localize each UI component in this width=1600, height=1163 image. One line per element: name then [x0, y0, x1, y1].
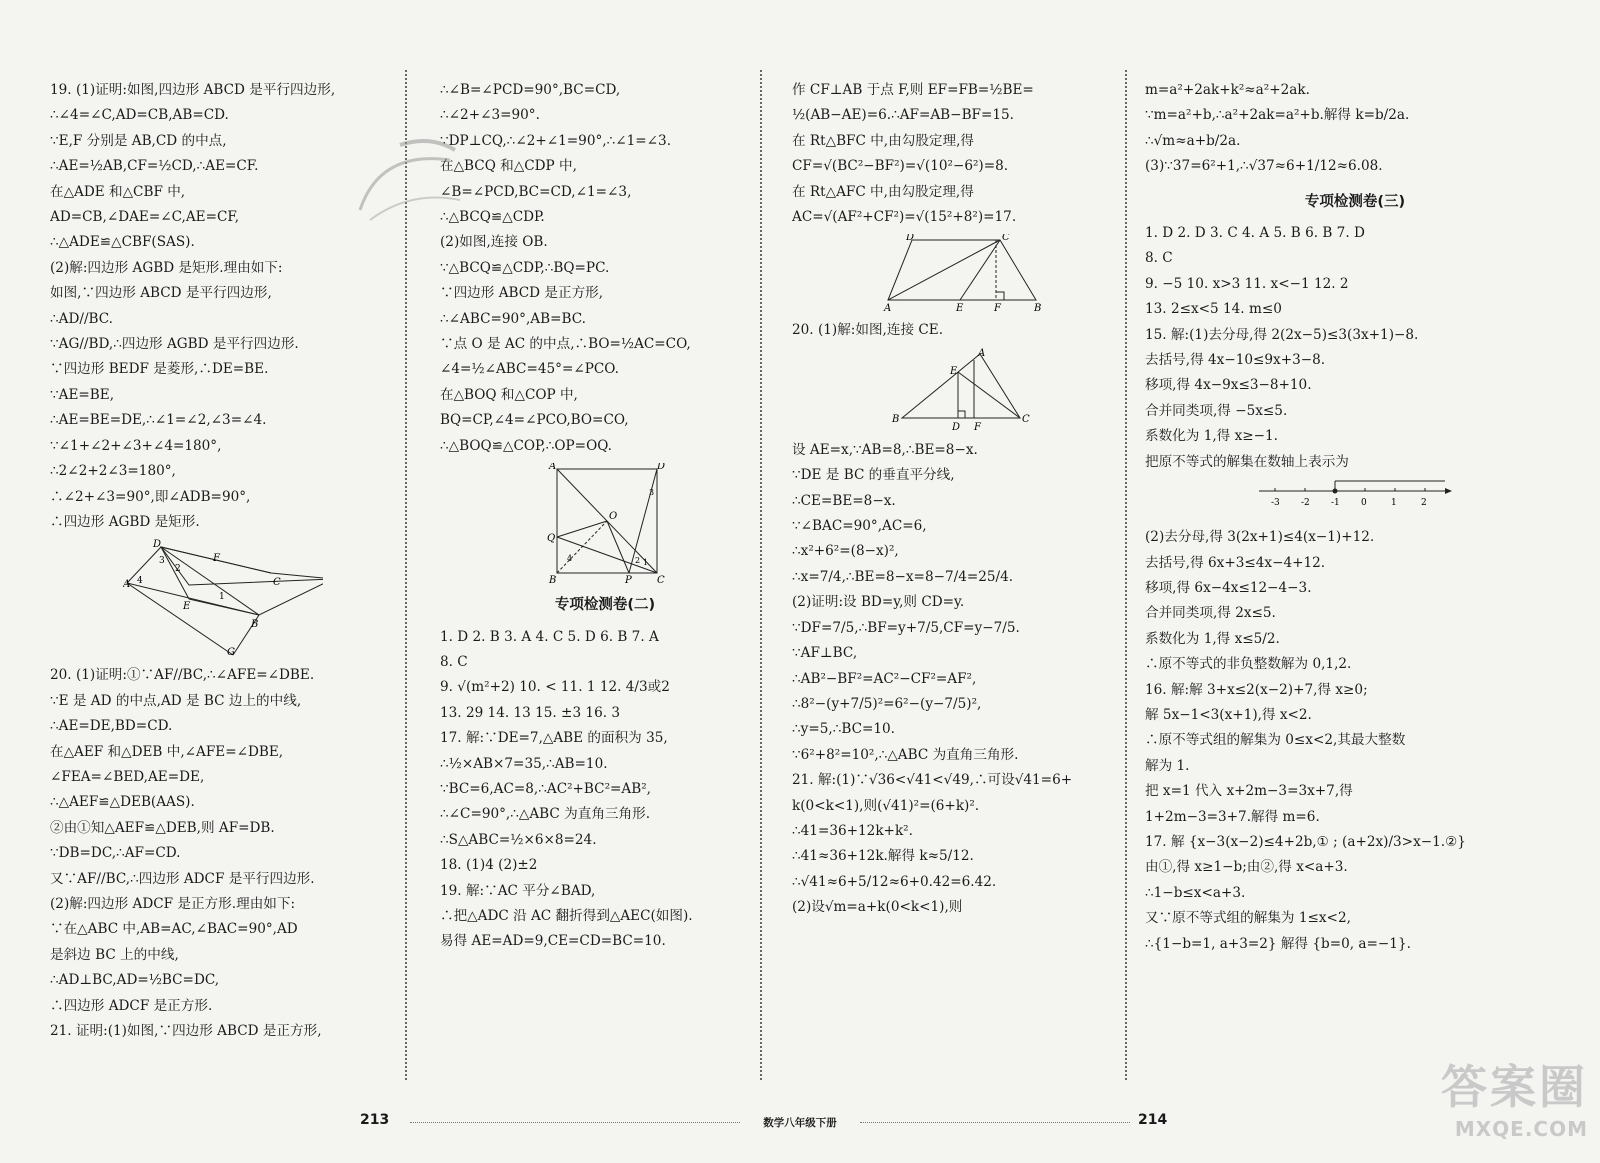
text-line: ∴△BCQ≌△CDP. [440, 209, 545, 226]
fig2-label-c: C [657, 575, 665, 584]
text-line: ∵DF=7/5,∴BF=y+7/5,CF=y−7/5. [792, 619, 1020, 636]
q21-continued [440, 78, 770, 459]
text-line: ∴△AEF≌△DEB(AAS). [50, 794, 195, 811]
text-line: ∴四边形 ADCF 是正方形. [50, 997, 213, 1014]
text-line: ∴∠ABC=90°,AB=BC. [440, 310, 586, 327]
text-line: 19. (1)证明:如图,四边形 ABCD 是平行四边形, [50, 82, 336, 98]
text-line: AC=√(AF²+CF²)=√(15²+8²)=17. [792, 209, 1017, 226]
fig1-label-e: E [182, 601, 190, 613]
text-line: 又∵原不等式组的解集为 1≤x<2, [1145, 910, 1351, 927]
text-line: ∵∠1+∠2+∠3+∠4=180°, [50, 437, 222, 454]
text-line: 设 AE=x,∵AB=8,∴BE=8−x. [792, 441, 978, 458]
text-line: ∴x=7/4,∴BE=8−x=8−7/4=25/4. [792, 568, 1014, 585]
text-line: ∵△BCQ≌△CDP,∴BQ=PC. [440, 259, 610, 276]
text-line: ∵∠BAC=90°,AC=6, [792, 518, 927, 535]
text-line: 9. −5 10. x>3 11. x<−1 12. 2 [1145, 275, 1349, 292]
fig2-label-q: Q [547, 533, 556, 545]
text-line: ∴∠4=∠C,AD=CB,AB=CD. [50, 107, 229, 124]
text-line: ∴AE=DE,BD=CD. [50, 718, 173, 735]
text-line: (2)去分母,得 3(2x+1)≤4(x−1)+12. [1145, 529, 1375, 546]
text-line: ∴AE=BE=DE,∴∠1=∠2,∠3=∠4. [50, 412, 267, 429]
text-line: ∴y=5,∴BC=10. [792, 721, 895, 738]
text-line: 系数化为 1,得 x≥−1. [1145, 428, 1278, 445]
text-line: ∴∠B=∠PCD=90°,BC=CD, [440, 82, 621, 98]
numberline-tick-label: 1 [1391, 498, 1397, 509]
fig2-angle-3: 3 [649, 488, 655, 498]
text-line: 系数化为 1,得 x≤5/2. [1145, 630, 1280, 647]
text-line: ∵E 是 AD 的中点,AD 是 BC 边上的中线, [50, 692, 302, 709]
text-line: 1. D 2. B 3. A 4. C 5. D 6. B 7. A [440, 628, 659, 645]
text-line: ∵AF⊥BC, [792, 645, 858, 662]
text-line: 易得 AE=AD=9,CE=CD=BC=10. [440, 933, 666, 950]
text-line: ∴√41≈6+5/12≈6+0.42=6.42. [792, 873, 997, 890]
text-line: 把原不等式的解集在数轴上表示为 [1145, 453, 1349, 470]
text-line: ∴△BOQ≌△COP,∴OP=OQ. [440, 437, 612, 454]
text-line: ∴41≈36+12k.解得 k≈5/12. [792, 848, 974, 865]
fig1-label-b: B [250, 619, 258, 631]
column-4 [1145, 78, 1565, 1088]
fig2-label-a: A [549, 463, 557, 473]
page-number-left: 213 [360, 1112, 390, 1128]
figure-parallelogram-agbd [123, 539, 323, 657]
text-line: 1+2m−3=3+7.解得 m=6. [1145, 808, 1320, 825]
q20-q21-solution [50, 663, 395, 1044]
text-line: 15. 解:(1)去分母,得 2(2x−5)≤3(3x+1)−8. [1145, 326, 1419, 343]
footer-rule-right [860, 1122, 1130, 1123]
text-line: ∵四边形 ABCD 是正方形, [440, 285, 604, 302]
fig1-angle-2: 2 [174, 564, 181, 575]
text-line: 20. (1)证明:①∵AF//BC,∴∠AFE=∠DBE. [50, 667, 315, 684]
book-title: 数学八年级下册 [763, 1117, 837, 1129]
fig1-angle-3: 3 [158, 556, 165, 567]
q19-continued [792, 78, 1137, 230]
fig4-label-c: C [1021, 413, 1030, 425]
text-line: ∵DB=DC,∴AF=CD. [50, 845, 181, 862]
fig2-label-d: D [657, 463, 665, 473]
q15-q17-solution [1145, 525, 1565, 957]
text-line: ½(AB−AE)=6.∴AF=AB−BF=15. [792, 107, 1014, 124]
fig4-label-b: B [891, 413, 899, 425]
column-3 [792, 78, 1137, 1088]
text-line: 移项,得 4x−9x≤3−8+10. [1145, 377, 1312, 394]
test-2-answers [440, 625, 770, 955]
watermark [1441, 1051, 1588, 1141]
text-line: ∴∠2+∠3=90°. [440, 107, 540, 124]
fig4-label-f: F [973, 421, 981, 432]
text-line: (2)如图,连接 OB. [440, 234, 548, 251]
test-3-answers [1145, 221, 1565, 475]
text-line: 17. 解:∵DE=7,△ABE 的面积为 35, [440, 730, 668, 747]
section-heading-3: 专项检测卷(三) [1304, 193, 1406, 210]
text-line: BQ=CP,∠4=∠PCO,BO=CO, [440, 412, 629, 429]
column-divider [760, 70, 762, 1080]
fig3-label-f: F [993, 303, 1001, 313]
text-line: ∵在△ABC 中,AB=AC,∠BAC=90°,AD [50, 921, 298, 938]
text-line: ∴AB²−BF²=AC²−CF²=AF², [792, 670, 977, 687]
text-line: ∵DE 是 BC 的垂直平分线, [792, 467, 955, 484]
text-line: (2)解:四边形 ADCF 是正方形.理由如下: [50, 895, 296, 912]
text-line: ∵DP⊥CQ,∴∠2+∠1=90°,∴∠1=∠3. [440, 132, 672, 149]
fig1-label-f: F [212, 553, 220, 565]
text-line: ∴∠2+∠3=90°,即∠ADB=90°, [50, 488, 251, 505]
stamp-mark [340, 130, 480, 230]
text-line: ∴CE=BE=8−x. [792, 492, 896, 509]
text-line: (3)∵37=6²+1,∴√37≈6+1/12≈6.08. [1145, 158, 1383, 175]
text-line: ∵点 O 是 AC 的中点,∴BO=½AC=CO, [440, 336, 691, 353]
fig1-label-a: A [122, 579, 130, 591]
text-line: ∴AE=½AB,CF=½CD,∴AE=CF. [50, 158, 259, 175]
text-line: CF=√(BC²−BF²)=√(10²−6²)=8. [792, 158, 1009, 175]
text-line: ∵AE=BE, [50, 386, 115, 403]
fig1-label-g: G [226, 647, 235, 658]
text-line: ∴½×AB×7=35,∴AB=10. [440, 755, 608, 772]
text-line: ∴把△ADC 沿 AC 翻折得到△AEC(如图). [440, 907, 693, 924]
fig2-angle-1: 1 [643, 558, 649, 568]
text-line: ∵m=a²+b,∴a²+2ak=a²+b.解得 k=b/2a. [1145, 107, 1410, 124]
text-line: k(0<k<1),则(√41)²=(6+k)². [792, 797, 980, 814]
text-line: 合并同类项,得 −5x≤5. [1145, 402, 1288, 419]
text-line: ②由①知△AEF≌△DEB,则 AF=DB. [50, 819, 275, 836]
text-line: 1. D 2. D 3. C 4. A 5. B 6. B 7. D [1145, 225, 1365, 242]
text-line: 去括号,得 4x−10≤9x+3−8. [1145, 352, 1326, 369]
q21-continued [1145, 78, 1565, 180]
text-line: ∴41=36+12k+k². [792, 822, 913, 839]
fig2-angle-4: 4 [567, 554, 573, 564]
text-line: 去括号,得 6x+3≤4x−4+12. [1145, 554, 1326, 571]
number-line [1255, 479, 1455, 519]
page-number-right: 214 [1138, 1112, 1168, 1128]
text-line: 9. √(m²+2) 10. < 11. 1 12. 4/3或2 [440, 679, 670, 696]
text-line: 13. 2≤x<5 14. m≤0 [1145, 301, 1282, 318]
text-line: AD=CB,∠DAE=∠C,AE=CF, [50, 209, 240, 226]
text-line: (2)证明:设 BD=y,则 CD=y. [792, 594, 965, 611]
text-line: ∴AD//BC. [50, 310, 114, 327]
fig2-label-p: P [625, 575, 632, 584]
text-line: 是斜边 BC 上的中线, [50, 946, 179, 963]
numberline-tick-label: 2 [1421, 498, 1427, 509]
figure-right-triangle [890, 348, 1040, 432]
fig2-angle-2: 2 [635, 556, 641, 566]
text-line: 在△AEF 和△DEB 中,∠AFE=∠DBE, [50, 743, 284, 760]
figure-trapezoid [880, 234, 1050, 312]
text-line: ∴原不等式组的解集为 0≤x<2,其最大整数 [1145, 732, 1406, 749]
fig3-label-a: A [883, 303, 891, 313]
column-divider [1125, 70, 1127, 1080]
text-line: m=a²+2ak+k²≈a²+2ak. [1145, 82, 1310, 98]
text-line: 解 5x−1<3(x+1),得 x<2. [1145, 706, 1312, 723]
text-line: ∴x²+6²=(8−x)², [792, 543, 899, 560]
text-line: ∵四边形 BEDF 是菱形,∴DE=BE. [50, 361, 269, 378]
page-footer [0, 1112, 1600, 1136]
text-line: ∴△ADE≌△CBF(SAS). [50, 234, 195, 251]
text-line: 19. 解:∵AC 平分∠BAD, [440, 882, 596, 899]
fig3-label-d: D [905, 234, 914, 244]
fig1-angle-1: 1 [218, 592, 225, 603]
fig4-label-e: E [949, 365, 957, 377]
text-line: 21. 解:(1)∵√36<√41<√49,∴可设√41=6+ [792, 772, 1073, 789]
text-line: 13. 29 14. 13 15. ±3 16. 3 [440, 704, 621, 721]
text-line: 18. (1)4 (2)±2 [440, 857, 538, 874]
text-line: 在△BCQ 和△CDP 中, [440, 158, 577, 175]
text-line: 由①,得 x≥1−b;由②,得 x<a+3. [1145, 859, 1348, 876]
fig4-label-d: D [951, 421, 960, 432]
text-line: ∴8²−(y+7/5)²=6²−(y−7/5)², [792, 695, 982, 712]
text-line: ∴∠C=90°,∴△ABC 为直角三角形. [440, 806, 651, 823]
fig3-label-e: E [955, 303, 963, 313]
text-line: 16. 解:解 3+x≤2(x−2)+7,得 x≥0; [1145, 681, 1368, 698]
text-line: 8. C [1145, 250, 1173, 267]
text-line: 在△ADE 和△CBF 中, [50, 183, 186, 200]
text-line: 作 CF⊥AB 于点 F,则 EF=FB=½BE= [792, 82, 1034, 98]
figure-square-abcd [545, 463, 665, 583]
numberline-tick-label: 0 [1361, 498, 1367, 509]
numberline-tick-label: -3 [1271, 498, 1280, 509]
text-line: ∵BC=6,AC=8,∴AC²+BC²=AB², [440, 780, 651, 797]
numberline-tick-label: -2 [1301, 498, 1310, 509]
text-line: ∠FEA=∠BED,AE=DE, [50, 768, 205, 785]
text-line: ∴AD⊥BC,AD=½BC=DC, [50, 972, 220, 989]
text-line: 21. 证明:(1)如图,∵四边形 ABCD 是正方形, [50, 1023, 322, 1039]
column-2 [440, 78, 770, 1088]
text-line: 20. (1)解:如图,连接 CE. [792, 322, 944, 339]
text-line: 在△BOQ 和△COP 中, [440, 386, 578, 403]
fig3-label-b: B [1033, 303, 1041, 313]
text-line: ∵6²+8²=10²,∴△ABC 为直角三角形. [792, 746, 1019, 763]
watermark-url: MXQE.COM [1454, 1117, 1588, 1141]
fig1-label-c: C [272, 577, 281, 589]
text-line: ∴S△ABC=½×6×8=24. [440, 831, 597, 848]
text-line: ∴√m≈a+b/2a. [1145, 132, 1241, 149]
text-line: 合并同类项,得 2x≤5. [1145, 605, 1276, 622]
text-line: ∠4=½∠ABC=45°=∠PCO. [440, 361, 619, 378]
text-line: 解为 1. [1145, 757, 1190, 774]
text-line: ∴2∠2+2∠3=180°, [50, 463, 176, 480]
section-heading-2: 专项检测卷(二) [554, 597, 656, 614]
text-line: 在 Rt△BFC 中,由勾股定理,得 [792, 132, 975, 149]
fig2-label-o: O [609, 511, 618, 523]
q20-q21-solution [792, 438, 1137, 921]
fig1-angle-4: 4 [136, 576, 143, 587]
text-line: ∵AG//BD,∴四边形 AGBD 是平行四边形. [50, 336, 299, 353]
text-line: ∵E,F 分别是 AB,CD 的中点, [50, 132, 227, 149]
text-line: ∠B=∠PCD,BC=CD,∠1=∠3, [440, 183, 632, 200]
text-line: (2)解:四边形 AGBD 是矩形.理由如下: [50, 259, 283, 276]
text-line: 17. 解 {x−3(x−2)≤4+2b,① ; (a+2x)/3>x−1.②} [1145, 833, 1466, 850]
fig1-label-d: D [152, 539, 161, 551]
text-line: (2)设√m=a+k(0<k<1),则 [792, 899, 963, 916]
watermark-logo-text: 答案圈 [1441, 1060, 1588, 1114]
text-line: 又∵AF//BC,∴四边形 ADCF 是平行四边形. [50, 870, 315, 887]
fig2-label-b: B [549, 575, 557, 584]
fig3-label-c: C [1001, 234, 1010, 244]
text-line: 如图,∵四边形 ABCD 是平行四边形, [50, 285, 272, 302]
text-line: ∴原不等式的非负整数解为 0,1,2. [1145, 656, 1352, 673]
text-line: 把 x=1 代入 x+2m−3=3x+7,得 [1145, 783, 1353, 800]
text-line: 在 Rt△AFC 中,由勾股定理,得 [792, 183, 974, 200]
fig4-label-a: A [977, 347, 985, 359]
text-line: 移项,得 6x−4x≤12−4−3. [1145, 579, 1312, 596]
numberline-tick-label: -1 [1331, 498, 1340, 509]
text-line: 8. C [440, 653, 468, 670]
text-line: ∴1−b≤x<a+3. [1145, 884, 1246, 901]
text-line: ∴{1−b=1, a+3=2} 解得 {b=0, a=−1}. [1145, 935, 1411, 952]
q20-label [792, 318, 1137, 343]
text-line: ∴四边形 AGBD 是矩形. [50, 513, 200, 530]
